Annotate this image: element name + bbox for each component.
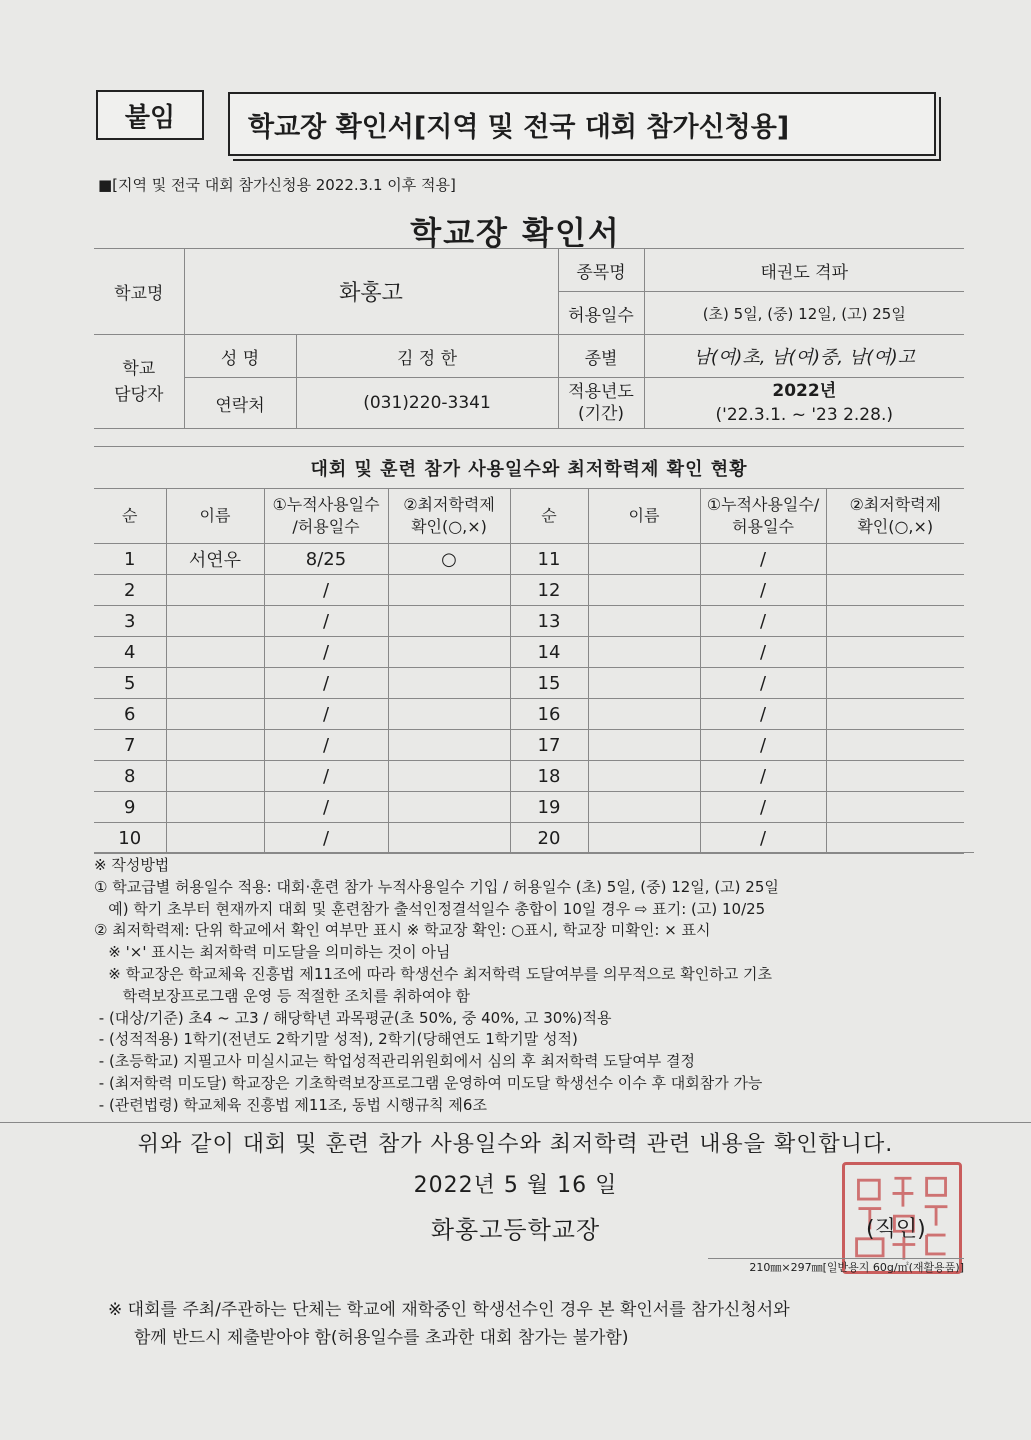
cell-r-no: 14	[510, 637, 588, 668]
principal-name: 화홍고등학교장	[430, 1216, 601, 1244]
category-value: 남(여)초, 남(여)중, 남(여)고	[644, 335, 964, 378]
cell-r-name	[588, 637, 700, 668]
name-label: 성 명	[184, 335, 296, 378]
table-row	[94, 823, 964, 854]
cell-l-days: /	[264, 637, 388, 668]
cell-r-name	[588, 761, 700, 792]
instruction-line: - (최저학력 미도달) 학교장은 기초학력보장프로그램 운영하여 미도달 학생선수 이수 후 대회참가 가능	[94, 1073, 763, 1092]
cell-r-check	[826, 792, 964, 823]
instruction-line: ※ 학교장은 학교체육 진흥법 제11조에 따라 학생선수 최저학력 도달여부를 의무적으로 확인하고 기초	[94, 964, 773, 983]
grid-header-row	[94, 489, 964, 544]
cell-l-check	[388, 792, 510, 823]
cell-l-name	[166, 606, 264, 637]
cell-l-no: 2	[94, 575, 166, 606]
cell-l-days: /	[264, 575, 388, 606]
year-period: ('22.3.1. ~ '23 2.28.)	[715, 405, 893, 425]
paper-spec: 210㎜×297㎜[일반용지 60g/㎡(재활용품)]	[708, 1258, 964, 1275]
cell-l-days: 8/25	[264, 544, 388, 575]
cell-l-name	[166, 699, 264, 730]
header-name-right: 이름	[588, 489, 700, 544]
header-days-left-line1: ①누적사용일수	[272, 495, 380, 514]
header-check-left-line1: ②최저학력제	[403, 495, 495, 514]
year-label-line1: 적용년도	[568, 382, 634, 402]
cell-l-check	[388, 823, 510, 854]
table-row	[94, 606, 964, 637]
confirmation-statement: 위와 같이 대회 및 훈련 참가 사용일수와 최저학력 관련 내용을 확인합니다.	[0, 1122, 1031, 1158]
participation-grid	[94, 488, 964, 854]
instruction-line: - (관련법령) 학교체육 진흥법 제11조, 동법 시행규칙 제6조	[94, 1095, 487, 1114]
instruction-line: - (대상/기준) 초4 ~ 고3 / 해당학년 과목평균(초 50%, 중 40%, 고 30%)적용	[94, 1008, 612, 1027]
cell-l-check	[388, 761, 510, 792]
header-check-left-line2: 확인(○,×)	[411, 517, 487, 536]
cell-r-no: 16	[510, 699, 588, 730]
cell-l-name	[166, 823, 264, 854]
cell-l-days: /	[264, 823, 388, 854]
table-row	[94, 668, 964, 699]
cell-r-name	[588, 668, 700, 699]
cell-r-no: 11	[510, 544, 588, 575]
cell-r-days: /	[700, 637, 826, 668]
cell-l-no: 5	[94, 668, 166, 699]
cell-r-check	[826, 668, 964, 699]
name-value: 김 정 한	[296, 335, 558, 378]
staff-label-line2: 담당자	[114, 384, 164, 405]
cell-l-check	[388, 730, 510, 761]
school-name: 화홍고	[184, 249, 558, 335]
cell-l-name	[166, 668, 264, 699]
table-row	[94, 544, 964, 575]
year-label-line2: (기간)	[577, 404, 625, 424]
table-row	[94, 792, 964, 823]
cell-l-no: 8	[94, 761, 166, 792]
header-days-right-line1: ①누적사용일수/	[706, 495, 820, 514]
cell-l-name	[166, 637, 264, 668]
cell-l-no: 10	[94, 823, 166, 854]
cell-r-name	[588, 575, 700, 606]
cell-r-days: /	[700, 668, 826, 699]
footer-line-1: ※ 대회를 주최/주관하는 단체는 학교에 재학중인 학생선수인 경우 본 확인서를 참가신청서와	[108, 1300, 790, 1320]
cell-r-name	[588, 730, 700, 761]
cell-l-days: /	[264, 730, 388, 761]
year-cell	[644, 378, 964, 429]
instruction-line: - (초등학교) 지필고사 미실시교는 학업성적관리위원회에서 심의 후 최저학력 도달여부 결정	[94, 1052, 695, 1071]
event-label: 종목명	[558, 249, 644, 292]
header-days-right	[700, 489, 826, 544]
table-row	[94, 761, 964, 792]
cell-l-check: ○	[388, 544, 510, 575]
cell-l-check	[388, 699, 510, 730]
cell-r-check	[826, 575, 964, 606]
info-table	[94, 248, 964, 429]
cell-r-days: /	[700, 606, 826, 637]
header-name-left: 이름	[166, 489, 264, 544]
cell-r-days: /	[700, 761, 826, 792]
cell-l-days: /	[264, 792, 388, 823]
contact-value: (031)220-3341	[296, 378, 558, 429]
allowed-days-value: (초) 5일, (중) 12일, (고) 25일	[644, 292, 964, 335]
header-no-left: 순	[94, 489, 166, 544]
page-title: 학교장 확인서	[410, 214, 621, 252]
header-check-left	[388, 489, 510, 544]
cell-r-no: 18	[510, 761, 588, 792]
table-row	[94, 730, 964, 761]
grid-subtitle: 대회 및 훈련 참가 사용일수와 최저학력제 확인 현황	[94, 446, 964, 489]
cell-l-days: /	[264, 606, 388, 637]
cell-r-days: /	[700, 575, 826, 606]
cell-r-check	[826, 606, 964, 637]
cell-r-check	[826, 637, 964, 668]
cell-l-no: 1	[94, 544, 166, 575]
year-value: 2022년	[772, 381, 837, 401]
cell-r-no: 13	[510, 606, 588, 637]
cell-l-check	[388, 575, 510, 606]
staff-label-line1: 학교	[122, 358, 156, 379]
writing-instructions	[94, 852, 974, 1117]
applicability-note: ■[지역 및 전국 대회 참가신청용 2022.3.1 이후 적용]	[98, 176, 456, 194]
cell-l-days: /	[264, 761, 388, 792]
instruction-line: ※ '×' 표시는 최저학력 미도달을 의미하는 것이 아님	[94, 943, 451, 962]
cell-r-no: 15	[510, 668, 588, 699]
cell-l-no: 3	[94, 606, 166, 637]
cell-l-no: 9	[94, 792, 166, 823]
allowed-days-label: 허용일수	[558, 292, 644, 335]
cell-r-no: 19	[510, 792, 588, 823]
document-title: 학교장 확인서[지역 및 전국 대회 참가신청용]	[228, 92, 936, 156]
contact-label: 연락처	[184, 378, 296, 429]
cell-r-check	[826, 823, 964, 854]
category-label: 종별	[558, 335, 644, 378]
instruction-line: ※ 작성방법	[94, 856, 170, 874]
cell-r-check	[826, 761, 964, 792]
header-days-left	[264, 489, 388, 544]
cell-l-no: 6	[94, 699, 166, 730]
attach-label: 붙임	[96, 90, 204, 140]
cell-r-name	[588, 699, 700, 730]
cell-l-check	[388, 606, 510, 637]
footer-line-2: 함께 반드시 제출받아야 함(허용일수를 초과한 대회 참가는 불가함)	[134, 1328, 629, 1348]
cell-r-days: /	[700, 730, 826, 761]
cell-l-name	[166, 730, 264, 761]
cell-r-no: 17	[510, 730, 588, 761]
cell-r-name	[588, 823, 700, 854]
cell-l-check	[388, 637, 510, 668]
instruction-line: 학력보장프로그램 운영 등 적절한 조치를 취하여야 함	[94, 986, 470, 1005]
instruction-line: 예) 학기 초부터 현재까지 대회 및 훈련참가 출석인정결석일수 총합이 10일 경우 ⇨ 표기: (고) 10/25	[94, 899, 766, 918]
cell-r-name	[588, 544, 700, 575]
header-days-right-line2: 허용일수	[732, 517, 794, 536]
footer-note	[108, 1296, 968, 1352]
cell-l-days: /	[264, 668, 388, 699]
cell-l-check	[388, 668, 510, 699]
confirmation-date: 2022년 5 월 16 일	[413, 1173, 618, 1198]
table-row	[94, 637, 964, 668]
cell-r-check	[826, 544, 964, 575]
cell-r-days: /	[700, 792, 826, 823]
cell-r-name	[588, 606, 700, 637]
cell-r-no: 20	[510, 823, 588, 854]
cell-r-days: /	[700, 823, 826, 854]
cell-r-no: 12	[510, 575, 588, 606]
table-row	[94, 699, 964, 730]
header-check-right	[826, 489, 964, 544]
cell-l-days: /	[264, 699, 388, 730]
cell-r-check	[826, 699, 964, 730]
cell-l-no: 4	[94, 637, 166, 668]
header-no-right: 순	[510, 489, 588, 544]
header-check-right-line2: 확인(○,×)	[857, 517, 934, 536]
cell-l-no: 7	[94, 730, 166, 761]
cell-r-days: /	[700, 544, 826, 575]
cell-l-name	[166, 792, 264, 823]
cell-r-days: /	[700, 699, 826, 730]
event-value: 태권도 격파	[644, 249, 964, 292]
year-label	[558, 378, 644, 429]
cell-l-name: 서연우	[166, 544, 264, 575]
cell-r-name	[588, 792, 700, 823]
school-name-label: 학교명	[94, 249, 184, 335]
cell-l-name	[166, 761, 264, 792]
instruction-line: ① 학교급별 허용일수 적용: 대회·훈련 참가 누적사용일수 기입 / 허용일수 (초) 5일, (중) 12일, (고) 25일	[94, 877, 779, 896]
instruction-line: ② 최저학력제: 단위 학교에서 확인 여부만 표시 ※ 학교장 확인: ○표시, 학교장 미확인: × 표시	[94, 921, 711, 940]
staff-label	[94, 335, 184, 429]
header-days-left-line2: /허용일수	[292, 517, 360, 536]
cell-r-check	[826, 730, 964, 761]
cell-l-name	[166, 575, 264, 606]
instruction-line: - (성적적용) 1학기(전년도 2학기말 성적), 2학기(당해연도 1학기말 성적)	[94, 1030, 578, 1049]
table-row	[94, 575, 964, 606]
header-check-right-line1: ②최저학력제	[849, 495, 942, 514]
seal-label: (직인)	[866, 1217, 926, 1242]
